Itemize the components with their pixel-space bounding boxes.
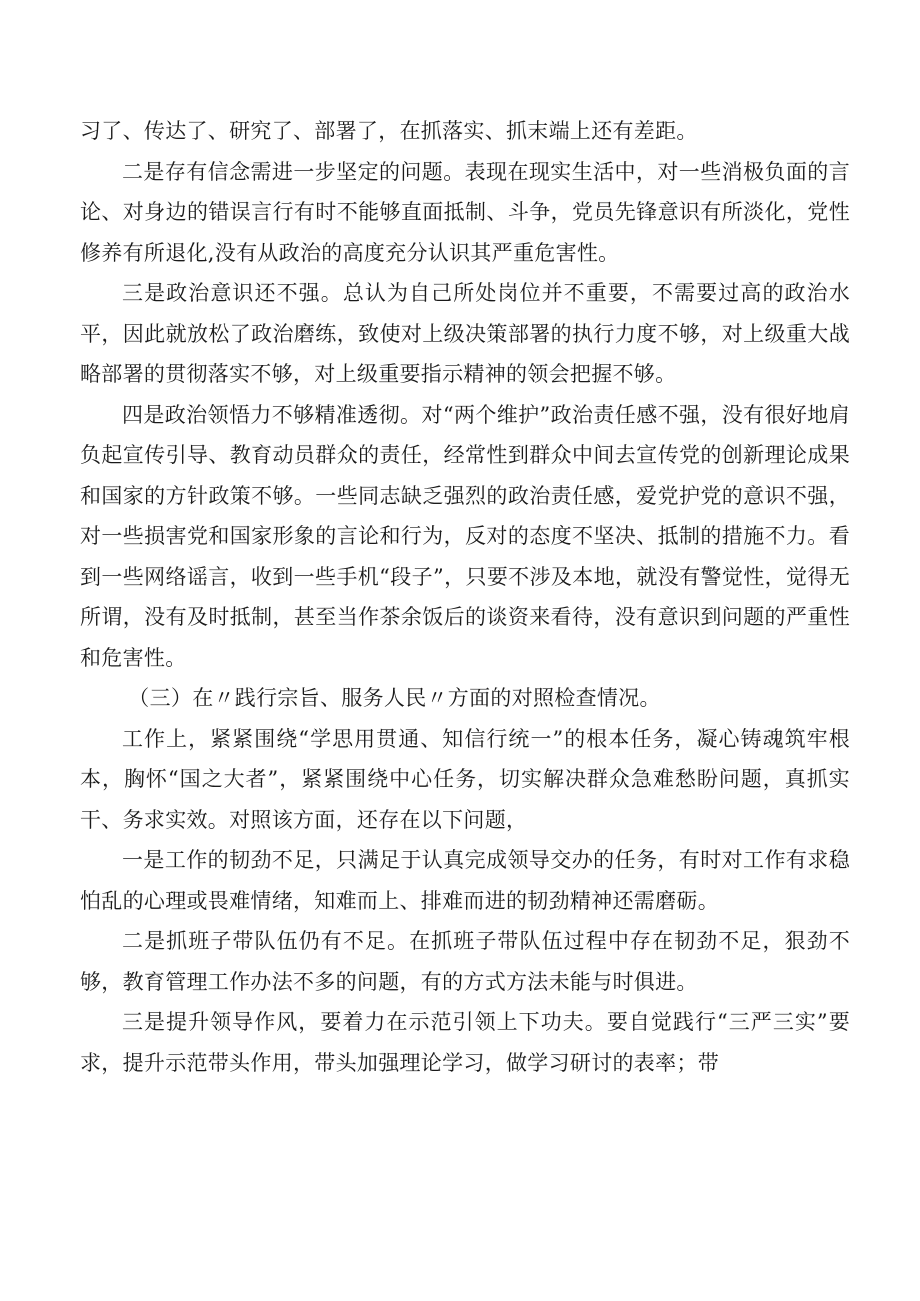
- document-body: [80, 111, 850, 1083]
- paragraph-point-four-political-insight: 四是政治领悟力不够精准透彻。对“两个维护”政治责任感不强，没有很好地肩负起宣传引导、教育动员群众的责任，经常性到群众中间去宣传党的创新理论成果和国家的方针政策不够。一些同志缺乏强烈的政治责任感，爱党护党的意识不强，对一些损害党和国家形象的言论和行为，反对的态度不坚决、抵制的措施不力。看到一些网络谣言，收到一些手机“段子”，只要不涉及本地，就没有警觉性，觉得无所谓，没有及时抵制，甚至当作茶余饭后的谈资来看待，没有意识到问题的严重性和危害性。: [80, 402, 850, 670]
- paragraph-continuation: 习了、传达了、研究了、部署了，在抓落实、抓末端上还有差距。: [80, 119, 698, 143]
- paragraph-work-overview: 工作上，紧紧围绕“学思用贯通、知信行统一”的根本任务，凝心铸魂筑牢根本，胸怀“国之大者”，紧紧围绕中心任务，切实解决群众急难愁盼问题，真抓实干、务求实效。对照该方面，还存在以下问题，: [80, 726, 850, 832]
- paragraph-point-three-leadership-style: 三是提升领导作风，要着力在示范引领上下功夫。要自觉践行“三严三实”要求，提升示范带头作用，带头加强理论学习，做学习研讨的表率；带: [80, 1010, 850, 1075]
- paragraph-point-two-team-building: 二是抓班子带队伍仍有不足。在抓班子带队伍过程中存在韧劲不足，狠劲不够，教育管理工作办法不多的问题，有的方式方法未能与时俱进。: [80, 929, 850, 994]
- paragraph-point-one-tenacity: 一是工作的韧劲不足，只满足于认真完成领导交办的任务，有时对工作有求稳怕乱的心理或畏难情绪，知难而上、排难而进的韧劲精神还需磨砺。: [80, 848, 850, 913]
- paragraph-point-two-belief: 二是存有信念需进一步坚定的问题。表现在现实生活中，对一些消极负面的言论、对身边的错误言行有时不能够直面抵制、斗争，党员先锋意识有所淡化，党性修养有所退化,没有从政治的高度充分认识其严重危害性。: [80, 159, 850, 265]
- paragraph-point-three-political-awareness: 三是政治意识还不强。总认为自己所处岗位并不重要，不需要过高的政治水平，因此就放松了政治磨练，致使对上级决策部署的执行力度不够，对上级重大战略部署的贯彻落实不够，对上级重要指示精神的领会把握不够。: [80, 281, 850, 386]
- section-heading-three: （三）在〃践行宗旨、服务人民〃方面的对照检查情况。: [128, 686, 661, 710]
